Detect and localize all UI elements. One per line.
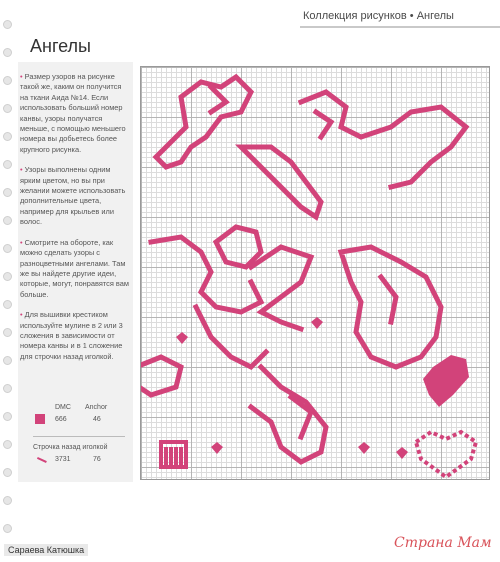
backstitch-anchor: 76 <box>93 456 101 463</box>
dmc-value: 666 <box>55 416 67 423</box>
author-label: Сараева Катюшка <box>4 544 88 556</box>
cherub-lower <box>251 367 326 462</box>
heart-small <box>211 442 223 454</box>
page-header: Коллекция рисунков • Ангелы <box>303 10 454 22</box>
lyre <box>161 442 186 467</box>
bow <box>241 147 321 217</box>
note-item: • Узоры выполнены одним ярким цветом, но вы при желании можете использовать дополнительные цвета, например для крыльев или волос. <box>20 165 126 227</box>
anchor-value: 46 <box>93 416 101 423</box>
heart-large <box>423 355 469 407</box>
backstitch-label: Строчка назад иголкой <box>33 444 108 451</box>
heart-small <box>311 317 323 329</box>
backstitch-icon <box>37 457 47 463</box>
note-item: • Для вышивки крестиком используйте мулине в 2 или 3 сложения в зависимости от номера канвы и в 1 сложение для строчки назад иголкой. <box>20 310 123 361</box>
dmc-label: DMC <box>55 404 71 411</box>
heart-small <box>358 442 370 454</box>
header-divider <box>300 26 500 28</box>
page-title: Ангелы <box>30 36 91 56</box>
note-item: • Смотрите на обороте, как можно сделать узоры с разноцветными ангелами. Там же вы найдете другие идеи, которые, могут, понравятся вам больше. <box>20 237 129 299</box>
backstitch-dmc: 3731 <box>55 456 71 463</box>
heart-wreath <box>416 432 476 477</box>
color-key <box>33 404 125 480</box>
angel-right <box>341 247 441 367</box>
angel-middle-left <box>151 237 261 312</box>
embroidery-chart <box>141 67 489 479</box>
note-item: • Размер узоров на рисунке такой же, каким он получится на ткани Аида №14. Если использовать больший номер канвы, узоры получатся меньше, с помощью меньшего номера вы добьетесь более крупного рисунка. <box>20 72 126 154</box>
pattern-grid <box>140 66 490 480</box>
heart-small <box>396 447 408 459</box>
heart-small <box>176 332 188 344</box>
key-divider <box>33 436 125 437</box>
anchor-label: Anchor <box>85 404 108 411</box>
cherub-top-right <box>301 92 466 187</box>
cherub-top-left <box>156 77 251 167</box>
binder-holes <box>0 0 14 562</box>
site-watermark: Страна Мам <box>394 535 492 551</box>
color-swatch <box>35 414 45 424</box>
horn <box>141 357 181 395</box>
notes-column <box>20 72 130 372</box>
